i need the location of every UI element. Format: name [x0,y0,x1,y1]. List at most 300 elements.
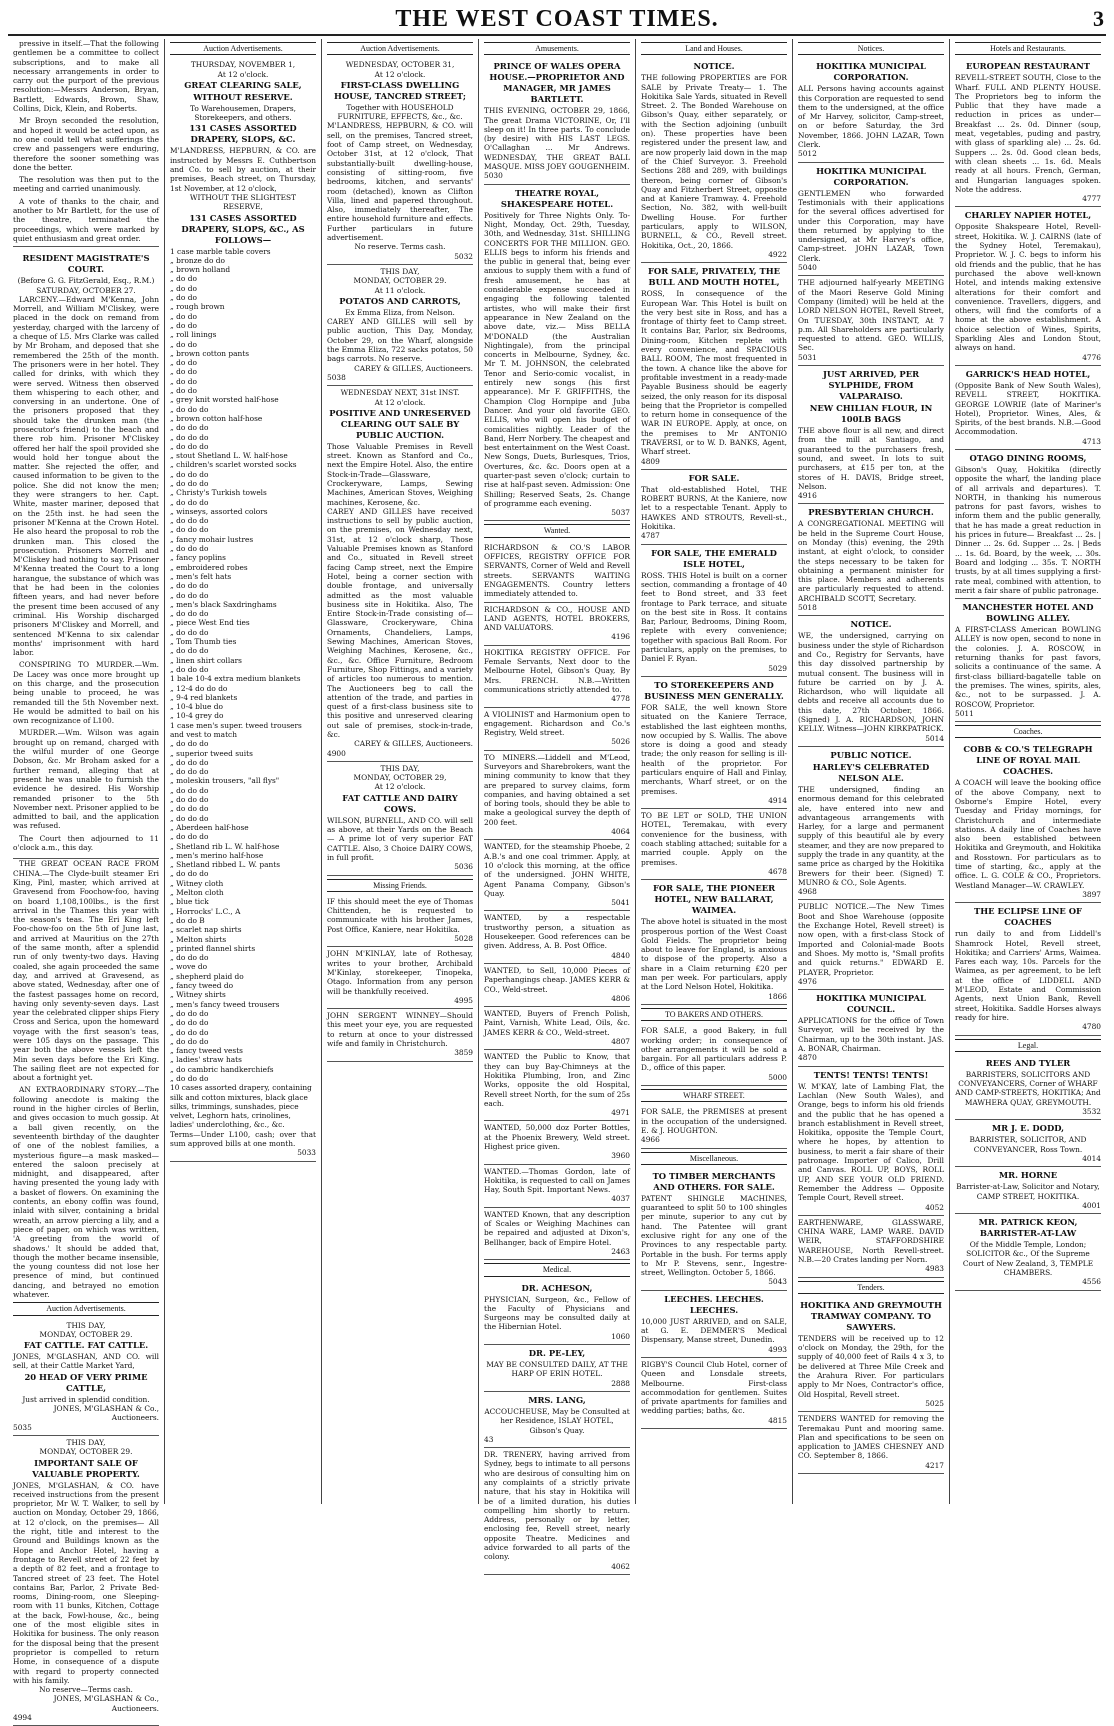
ad-heading: FOR SALE, THE PIONEER HOTEL, NEW BALLARAT, WAIMEA. [652,883,776,916]
list-item: „ fancy tweed do [170,981,234,991]
ad-fat-cattle [13,1319,159,1436]
ad-body: BARRISTERS, SOLICITORS AND CONVEYANCERS, Corner of WHARF AND CAMP-STREETS, HOKITIKA; And MAWHERA QUAY, GREYMOUTH. [955,1069,1101,1107]
ad-body: W. M'KAY, late of Lambing Flat, the Lachlan (New South Wales), and Orange, begs to inform his old friends and the public that he has opened a branch establishment in Revell street, Hokitika, opposite the Temple Court, where he hopes, by attention to business, to merit a fair share of their patronage. Importer of Calico, Drill and Canvas. ROLL UP, BOYS, ROLL UP, AND SEE YOUR OLD FRIEND. Remember the Address — Opposite Temple Court, Revell street. [798,1081,944,1203]
ad-body: CAREY AND GILLES have received instructions to sell by public auction, on the premises, on Wednesday next, 31st, at 12 o'clock sharp, Those Valuable Premises known as Stanford and Co., situated in Revell street facing Camp street, next the Empire Hotel, being a corner section with double frontage, and universally admitted as the most valuable business site in Hokitika. Also, The Entire Stock-in-Trade consisting of— Glassware, Crockeryware, China Ornaments, Chandeliers, Lamps, Sewing Machines, American Stoves, Weighing Machines, Kerosene, &c., &c., &c. Office Furniture, Bedroom Furniture, Shop Fittings, and a variety of articles too numerous to mention. The Auctioneers beg to call the attention of the trade, and parties in quest of a first-class business site to this positive and unreserved clearing out sale of premises, stock-in-trade, &c. [327,506,473,739]
ad-body: APPLICATIONS for the office of Town Surveyor, will be received by the Chairman, up to the 30th instant. JAS. A. BONAR, Chairman. [798,1016,944,1054]
ad-wanted [484,603,630,646]
court-paragraph: MURDER.—Wm. Wilson was again brought up on remand, charged with the wilful murder of one George Dobson, &c. Mr Broham asked for a further remand, alleging that at present he was unable to furnish the evidence he desired. His Worship remanded prisoner to the 5th November next. Prisoner applied to be admitted to bail, and the application was refused. [13,728,159,831]
list-item: „ do do [170,274,197,284]
list-item: „ piece West End ties [170,618,250,628]
ad-body: WANTED, for the steamship Phoebe, 2 A.B.'s and one coal trimmer. Apply, at 10 o'clock this morning, at the office of the undersigned. JOHN WHITE, Agent Panama Company, Gibson's Quay. [484,842,630,898]
list-item: „ men's merino half-hose [170,850,264,860]
section-heading: Auction Advertisements. [327,42,473,55]
ad-wanted [484,911,630,963]
ad-leeches [641,1291,787,1358]
column-3 [322,39,479,1504]
ad-number: 3960 [611,1151,630,1161]
ad-cobb-coaches [955,741,1101,903]
list-item: 1 bale 10-4 extra medium blankets [170,674,301,684]
ad-number: 1866 [768,991,787,1001]
ad-body: The above hotel is situated in the most prosperous portion of the West Coast Gold Fields. The proprietor being about to leave for England, is anxious to dispose of the property. Also a share in a Claim returning £20 per man per week. For particulars, apply at the Lord Nelson Hotel, Hokitika. [641,917,787,992]
ad-time: At 11 o'clock. [374,285,426,295]
column-6 [793,39,950,1504]
ad-body: THIS EVENING, OCTOBER 29, 1866, The great Drama VICTORINE, Or, I'll sleep on it! In three parts. To conclude (by desire) with HIS LAST LEGS. O'Callaghan ... Mr Andrews. WEDNESDAY, THE GREAT BALL MASQUE. MISS JOEY GOUGENHEIM. [484,106,630,172]
ad-day: THIS DAY, [66,1320,106,1330]
ad-heading: FAT CATTLE AND DAIRY COWS. [342,792,458,814]
list-item: „ do do do [170,739,209,749]
ad-body: BARRISTER, SOLICITOR, AND CONVEYANCER, Ross Town. [969,1135,1087,1154]
list-item: „ brown cotton half-hose [170,413,263,423]
ad-garricks-head [955,366,1101,450]
ad-rees-tyler [955,1055,1101,1120]
list-item: „ Shetland ribbed L. W. pants [170,860,281,870]
ad-heading: 20 HEAD OF VERY PRIME CATTLE, [24,1371,148,1393]
ad-body: FOR SALE, the PREMISES at present in the occupation of the undersigned. E. & J. HOUGHTON. [641,1107,787,1135]
ad-body: (Opposite Bank of New South Wales), REVELL STREET, HOKITIKA. GEORGE LOWRIE (late of Mariner's Hotel), Proprietor. Wines, Ales, & Spirits, of the best brands. N.B.—Good Accommodation. [955,380,1101,437]
ad-number: 5036 [454,862,473,872]
ad-partnership-notice [798,616,944,747]
ad-number: 5014 [925,733,944,743]
ad-number: 4052 [925,1202,944,1212]
ad-number: 4840 [611,950,630,960]
ad-body: DR. TRENERY, having arrived from Sydney, begs to intimate to all persons who are desirous of consulting him on any complaints of a strictly private nature, that his stay in Hokitika will be of a limited duration, his duties compelling him shortly to return. Address, personally or by letter, enclosing fee, Revell street, nearly opposite Theatre. Medicines and advice forwarded to all parts of the colony. [484,1450,630,1562]
ad-heading: PRINCE OF WALES OPERA HOUSE.—PROPRIETOR AND MANAGER, MR JAMES BARTLETT. [489,61,625,105]
ad-body: RIGBY'S Council Club Hotel, corner of Queen and Lonsdale streets, Melbourne. First-class accommodation for gentlemen. Suites of private apartments for families and wedding parties; baths, &c. [641,1359,787,1416]
ad-potatoes [327,265,473,386]
ad-heading: POSITIVE AND UNRESERVED CLEARING OUT SALE BY PUBLIC AUCTION. [329,407,471,440]
ad-body: MAY BE CONSULTED DAILY, AT THE HARP OF ERIN HOTEL. [486,1360,628,1379]
ad-time: At 12 o'clock. [374,397,426,407]
ad-number: 4037 [611,1194,630,1204]
list-item: 1 case marble table covers [170,246,271,256]
list-item: „ Melton cloth [170,888,224,898]
section-heading: Legal. [955,1039,1101,1052]
ad-number: 5030 [484,171,503,181]
ad-heading: THE ECLIPSE LINE OF COACHES [974,906,1082,928]
ad-wanted [484,1050,630,1121]
section-heading: WHARF STREET. [641,1089,787,1102]
ad-subheading: Together with HOUSEHOLD FURNITURE, EFFECTS, &c., &c. [337,102,463,122]
ad-body: RICHARDSON & CO., HOUSE AND LAND AGENTS, HOTEL BROKERS, AND VALUATORS. [484,604,630,633]
list-item: „ do do [170,293,197,303]
ad-number: 4556 [1082,1277,1101,1287]
ad-earthenware [798,1216,944,1278]
ad-date: MONDAY, OCTOBER 29. [39,1329,133,1339]
ad-body: JOHN SERGENT WINNEY—Should this meet your eye, you are requested to return at once to your distressed wife and family in Christchurch. [327,1011,473,1049]
section-heading: Tenders. [798,1281,944,1294]
ad-number: 4976 [798,976,817,986]
ad-number: 4217 [925,1460,944,1470]
newspaper-title: THE WEST COAST TIMES. [395,6,719,32]
list-item: „ do do do [170,516,209,526]
ad-heading: JUST ARRIVED, PER SYLPHIDE, FROM VALPARAISO. [822,369,920,402]
ad-prince-of-wales [484,58,630,184]
wanted-list [484,541,630,1260]
ad-number: 4966 [641,1135,660,1145]
list-item: „ do do [170,386,197,396]
ad-number: 4922 [768,249,787,259]
ad-body: ALL Persons having accounts against this Corporation are requested to send them to the undersigned, at the office of Mr Harvey, solicitor, Camp-street, on or before Saturday, the 3rd November, 1866. JOHN LAZAR, Town Clerk. [798,84,944,150]
list-item: „ do do [170,283,197,293]
list-item: „ do do do [170,441,209,451]
ad-missing [327,895,473,947]
list-item: „ brown holland [170,265,231,275]
ad-heading: 131 CASES ASSORTED DRAPERY, SLOPS, &C. [189,123,297,145]
list-item: „ do do do [170,590,209,600]
ad-body: A FIRST-CLASS American BOWLING ALLEY is now open, second to none in the colonies. J. A. ROSCOW, in returning thanks for past favors, solicits a continuance of the same. A first-class billiard-bagatelle table on the premises. The wines, spirits, ales, &c., not to be surpassed. J. A. ROSCOW, Proprietor. [955,625,1101,709]
ad-number: 3532 [1082,1107,1101,1117]
column-5 [636,39,793,1504]
ad-theatre-royal [484,185,630,522]
list-item: „ do do do [170,627,209,637]
ad-number: 4064 [611,827,630,837]
ad-tramway [798,1297,944,1412]
ad-number: 4870 [798,1053,817,1063]
ad-body: ROSS. THIS Hotel is built on a corner section, commanding a frontage of 40 feet to Bond street, and 33 feet frontage to Park terrace, and situate on the best site in Ross. It contains Bar, Parlour, Bedrooms, Dining Room, replete with every convenience; together with spacious Ball Room. For particulars, apply on the premises, to Daniel F. Ryan. [641,570,787,664]
ad-heading: WITHOUT RESERVE. [193,91,293,102]
list-item: „ Aberdeen half-hose [170,822,249,832]
list-item: „ blue tick [170,897,209,907]
ad-body: TO MINERS.—Liddell and M'Leod, Surveyors and Sharebrokers, want the mining community to know that they are prepared to survey claims, form companies, and having obtained a set of boring tools, should they be able to make a geological survey the depth of 200 feet. [484,752,630,827]
list-item: „ do do do [170,497,209,507]
ad-number: 4014 [1082,1153,1101,1163]
ad-heading: LEECHES. LEECHES. LEECHES. [664,1293,764,1315]
ad-terms: Terms—Under L100, cash; over that sum approved bills at one month. [170,1129,316,1149]
ad-day: THIS DAY, [66,1437,106,1447]
ad-number: 4780 [1082,1022,1101,1032]
ad-number: 5043 [768,1277,787,1287]
article-paragraph: Mr Broyn seconded the resolution, and hoped it would be acted upon, as no one could tell what sufferings the crew and passengers were enduring, therefore the sooner something was done the better. [13,116,159,172]
ad-presbyterian [798,504,944,616]
ad-body: WE, the undersigned, carrying on business under the style of Richardson and Co., Registry for Servants, have this day dissolved partnership by mutual consent. The business will in future be carried on by J. A. Richardson, who will liquidate all debts and receive all accounts due to this date, 27th October, 1866. (Signed) J. A. RICHARDSON, JOHN KELLY. Witness—JOHN KIRKPATRICK. [798,631,944,734]
ad-number: 4778 [611,694,630,704]
ad-body: Barrister-at-Law, Solicitor and Notary, CAMP STREET, HOKITIKA. [956,1182,1100,1201]
list-item: „ printed flannel shirts [170,943,256,953]
ad-number: 5032 [454,251,473,261]
newspaper-page [8,4,1106,1722]
ad-municipal-council [798,990,944,1066]
ad-chilian-flour [798,366,944,504]
ad-signature: JONES, M'GLASHAN & Co., Auctioneers. [53,1404,159,1423]
ad-wanted [484,1007,630,1050]
section-heading: Auction Advertisements. [13,1302,159,1315]
ad-heading: COBB & CO.'S TELEGRAPH LINE OF ROYAL MAIL COACHES. [963,744,1093,777]
ad-heading: IMPORTANT SALE OF VALUABLE PROPERTY. [32,1457,140,1479]
ad-body: JONES, M'GLASHAN, & CO. have received instructions from the present proprietor, Mr W. T. Walker, to sell by auction on Monday, October 29, 1866, at 12 o'clock, on the premises— All the right, title and interest to the Ground and Buildings known as the Hope and Anchor Hotel, having a frontage to Revell street of 22 feet by a depth of 82 feet, and a frontage to Tancred street of 23 feet. The Hotel contains Bar, Parlor, 2 Private Bed-rooms, Dining-room, one Sleeping-room with 11 bunks, Kitchen, Cottage at the back, Fowl-house, &c., being one of the most eligible sites in Hokitika for business. The only reason for the disposal being that the present proprietor is compelled to return Home, in consequence of a dispute with regard to property connected with his family. [13,1480,159,1685]
ad-body: run daily to and from Liddell's Shamrock Hotel, Revell street, Hokitika; and Carriers' Arms, Waimea. Fares each way, 10s. Parcels for the Waimea, as per agreement, to be left at the office of LIDDELL AND M'LEOD, Estate and Commission Agents, next Union Bank, Revell street, Hokitika. Saddle Horses always ready for hire. [955,929,1101,1022]
list-item: „ Witney cloth [170,878,224,888]
list-item: „ do do do [170,785,209,795]
list-item: „ embroidered robes [170,562,248,572]
ad-number: 4787 [641,531,660,541]
ad-heading: HOKITIKA MUNICIPAL CORPORATION. [816,61,926,83]
list-item: „ fancy tweed vests [170,1046,243,1056]
ad-body: PHYSICIAN, Surgeon, &c., Fellow of the Faculty of Physicians and Surgeons may be consulted daily at the Hibernian Hotel. [484,1294,630,1332]
list-item: „ Tom Thumb ties [170,637,237,647]
ad-body: Positively for Three Nights Only. To-Night, Monday, Oct. 29th, Tuesday, 30th, and Wednesday, 31st. SHILLING CONCERTS FOR THE MILLION. GEO. ELLIS begs to inform his friends and the public in general that, being ever anxious to supply them with a fund of fresh amusement, he has at considerable expense succeeded in engaging the following talented artistes, who will make their first appearance in New Zealand on the above date, viz.— Miss BELLA M'DONALD (the Australian Nightingale), from the principal concerts in Melbourne, Sydney, &c. Mr T. M. JOHNSON, the celebrated Tenor and Serio-comic vocalist, in entirely new songs (his first appearance). Mr F. GRIFFITHS, the Champion Clog Hornpipe and Juba Dancer. And your old favorite GEO. ELLIS, who will open his budget of comicalities nightly. Leader of the Band, Herr Norbery. The cheapest and best entertainment on the West Coast. New Songs, Duets, Burlesques, Trios, Overtures, &c. &c. Doors open at a quarter-past seven o'clock; curtain to rise at half-past seven. Admission: One Shilling; Reserved Seats, 2s. Change of programme each evening. [484,210,630,508]
section-heading: Auction Advertisements. [170,42,316,55]
court-heading: RESIDENT MAGISTRATE'S COURT. [22,253,150,275]
column-2 [165,39,322,1504]
ad-dairy-cows [327,762,473,876]
ad-number: 4806 [611,993,630,1003]
ad-emerald-isle [641,545,787,677]
ad-clearing-sale [170,58,316,1161]
ad-body: RICHARDSON & CO.'S LABOR OFFICES, REGISTRY OFFICE FOR SERVANTS, Corner of Weld and Revell streets. SERVANTS WAITING ENGAGEMENTS. Country letters immediately attended to. [484,542,630,599]
ad-wanted [484,964,630,1007]
ad-number: 4815 [768,1415,787,1425]
ad-day: THIS DAY, [380,266,420,276]
article-paragraph: A vote of thanks to the chair, and another to Mr Bartlett, for the use of the theatre, terminated the proceedings, which were marked by quiet enthusiasm and great order. [13,196,159,243]
ad-number: 5018 [798,603,817,613]
list-item: „ do do do [170,869,209,879]
ad-dwelling-house [327,58,473,265]
ad-body: THE above flour is all new, and direct from the mill at Santiago, and guaranteed to the purchasers fresh, sound, and sweet. In lots to suit purchasers, at £15 per ton, at the stores of H. DAVIS, Bridge street, Nelson. [798,426,944,491]
ad-number: 5011 [955,708,974,718]
ad-missing [327,947,473,1009]
list-item: „ 10-4 blue do [170,702,223,712]
list-item: „ bronze do do [170,255,225,265]
ad-maori-reserve [798,276,944,366]
list-item: „ superior tweed suits [170,748,253,758]
list-item: „ Horrocks' L.C., A [170,906,241,916]
ad-time: At 12 o'clock. [374,69,426,79]
ad-body: A CONGREGATIONAL MEETING will be held in the Supreme Court House, on Monday (this) evening, the 29th instant, at eight o'clock, to consider the steps necessary to be taken for obtaining a permanent minister for this place. Members and adherents are particularly requested to attend. ARCHIBALD SCOTT, Secretary. [798,519,944,603]
ad-number: 5035 [13,1422,32,1432]
list-item: „ 10-4 grey do [170,711,224,721]
ad-heading: NEW CHILIAN FLOUR, IN 100LB BAGS [809,403,933,425]
ad-robert-burns [641,470,787,545]
ad-missing [327,1009,473,1061]
ad-body: WANTED the Public to Know, that they can buy Bay-Chimneys at the Hokitika Plumbing, Iron, and Zinc Works, opposite the old Hospital, Revell street North, for the sum of 25s each. [484,1052,630,1108]
ad-heading: PUBLIC NOTICE. [830,749,912,760]
ad-number: 4713 [1082,436,1101,446]
ad-body: A VIOLINIST and Harmonium open to engagement. Richardson and Co.'s Registry, Weld street. [484,709,630,738]
list-item: „ do do do [170,469,209,479]
list-item: „ Witney shirts [170,990,226,1000]
ad-date: THURSDAY, NOVEMBER 1, [190,60,296,70]
ad-heading: GREAT CLEARING SALE, [184,79,302,90]
ad-boot-warehouse [798,900,944,990]
ad-reserve: WITHOUT THE SLIGHTEST RESERVE, [189,192,297,212]
ad-heading: MR. HORNE [998,1170,1058,1181]
list-item: „ do do [170,367,197,377]
ad-number: 5037 [611,508,630,518]
ad-body: 10,000 JUST ARRIVED, and on SALE, at G. E. DEMMER'S Medical Dispensary, Manse street, Dunedin. [641,1316,787,1345]
ad-otago-dining [955,450,1101,599]
ad-body: TENDERS WANTED for removing the Teremakau Punt and mooring same. Plan and specifications to be seen on application to JAMES CHESNEY AND CO. September 8, 1866. [798,1414,944,1461]
ad-rigby [641,1358,787,1429]
court-paragraph: CONSPIRING TO MURDER.—Wm. De Lacey was once more brought up on this charge, and the prosecution being unable to proceed, he was remanded till the 5th November next. He would be admitted to bail on his own recognizance of L100. [13,660,159,726]
list-item: „ wove do [170,962,208,972]
ad-body: JONES, M'GLASHAN, AND CO. will sell, at their Cattle Market Yard, [13,1352,159,1371]
list-item: „ do do do [170,795,209,805]
ad-number: 2463 [611,1246,630,1256]
ad-wanted [484,840,630,911]
ad-heading: NOTICE. [850,619,892,630]
list-item: „ Shetland rib L. W. half-hose [170,841,280,851]
ad-lang [484,1392,630,1448]
ad-number: 4776 [1082,352,1101,362]
list-item: „ do do do [170,1008,209,1018]
section-heading: Wanted. [484,524,630,537]
list-item: „ do do B [170,915,205,925]
ad-date: MONDAY, OCTOBER 29, [353,773,447,783]
ad-number: 5025 [925,1398,944,1408]
list-item: „ shepherd plaid do [170,971,244,981]
section-heading: Hotels and Restaurants. [955,42,1101,55]
ad-body: THE undersigned, finding an enormous demand for this celebrated ale, have entered into new and advantageous arrangements with Harley, for a large and permanent supply of this beautiful ale by every steamer, and they are now prepared to supply the trade in any quantity, at the same price as charged by the Hokitika Brewers for their beer. (Signed) T. MUNRO & CO., Sole Agents. [798,784,944,887]
list-item: „ fancy mohair lustres [170,534,254,544]
ad-pioneer-hotel [641,880,787,1005]
list-item: „ linen shirt collars [170,655,242,665]
ad-body: WANTED, Buyers of French Polish, Paint, Varnish, White Lead, Oils, &c. JAMES KERR & CO., Weld-street. [484,1009,630,1037]
ad-punt [798,1412,944,1474]
list-item: „ 9-4 red blankets [170,692,238,702]
ad-bull-and-mouth [641,263,787,470]
ad-heading: TO STOREKEEPERS AND BUSINESS MEN GENERALLY. [644,679,784,701]
ad-body: M'LANDRESS, HEPBURN, & CO. will sell, on the premises, Tancred street, foot of Camp street, on Wednesday, October 31st, at 12 o'clock, That substantially-built dwelling-house, consisting of sitting-room, five bedrooms, kitchen, and servants' room (detached), known as Clifton Villa, lined and papered throughout. Also, immediately thereafter, The entire household furniture and effects. Further particulars in future advertisement. [327,121,473,243]
ad-body: M'LANDRESS, HEPBURN, & CO. are instructed by Messrs E. Cuthbertson and Co. to sell by auction, at their premises, Beach street, on Thursday, 1st November, at 12 o'clock, [170,146,316,193]
ad-heading: EUROPEAN RESTAURANT [965,61,1090,72]
list-item: „ men's felt hats [170,571,232,581]
ad-number: 2888 [611,1378,630,1388]
ad-heading: GARRICK'S HEAD HOTEL, [965,368,1091,379]
list-item: „ do do do [170,404,209,414]
section-heading: Coaches. [955,725,1101,738]
ad-body: FOR SALE, a good Bakery, in full working order; in consequence of other arrangements it will be sold a bargain. For all particulars address P. D., office of this paper. [641,1026,787,1073]
ad-number: 4916 [798,491,817,501]
ad-wanted [484,646,630,708]
ad-date: WEDNESDAY, OCTOBER 31, [345,60,455,70]
ad-number: 5031 [798,352,817,362]
item-list [170,247,316,1130]
list-item: „ Christy's Turkish towels [170,488,267,498]
list-item: „ do do [170,320,197,330]
list-item: 1 case men's super. tweed trousers and vest to match [170,720,302,739]
ad-number: 5029 [768,663,787,673]
ad-body: PUBLIC NOTICE.—The New Times Boot and Shoe Warehouse (opposite the Exchange Hotel, Revell street) is now open, with a first-class Stock of Imported and Colonial-made Boots and Shoes. My motto is, "Small profits and quick returns." EDWARD E. PLAYER, Proprietor. [798,902,944,977]
ad-number: 4001 [1082,1200,1101,1210]
ad-number: 5038 [327,372,346,382]
ad-nelson-ale [798,747,944,901]
ad-number: 4914 [768,795,787,805]
ad-bowling-alley [955,599,1101,722]
ad-body: IF this should meet the eye of Thomas Chittenden, he is requested to communicate with his brother James, Post Office, Kaniere, near Hokitika. [327,896,473,934]
ad-horne [955,1167,1101,1214]
ad-body: Gibson's Quay, Hokitika (directly opposite the wharf, the landing place of all arrivals and departures). T. NORTH, in thanking his numerous patrons for past favors, wishes to inform them and the public generally, that he has made a great reduction in his prices in future— Breakfast ... 2s. | Dinner ... 2s. 6d. Supper ... 2s. | Beds ... 1s. 6d. Board, by the week, ... 30s. Board and lodging ... 35s. T. NORTH trusts, by at all times supplying a first-rate meal, combined with attention, to merit a fair share of public patronage. [955,464,1101,595]
list-item: „ stout Shetland L. W. half-hose [170,451,288,461]
list-item: „ do do [170,376,197,386]
ad-wanted [484,1208,630,1260]
ad-heading: PRESBYTERIAN CHURCH. [808,507,934,518]
section-heading: TO BAKERS AND OTHERS. [641,1008,787,1021]
ad-heading: TO TIMBER MERCHANTS AND OTHERS. FOR SALE. [652,1170,776,1192]
list-item: „ do do do [170,581,209,591]
ad-body: FOR SALE, the well known Store situated on the Kaniere Terrace, established the last eighteen months, now occupied by S. Wallis. The above store is doing a good and steady trade; the only reason for selling is ill-health of the proprietor. For particulars enquire of Hall and Finlay, merchants, Wharf street, or on the premises. [641,702,787,796]
ad-signature: CAREY & GILLES, Auctioneers. [354,363,473,373]
ad-heading: HARLEY'S CELEBRATED NELSON ALE. [812,761,930,783]
list-item: „ do do do [170,646,209,656]
ad-body: WILSON, BURNELL, AND CO. will sell as above, at their Yards on the Beach— A prime lot of very superior FAT CATTLE. Also, 3 Choice DAIRY COWS, in full profit. [327,815,473,862]
section-heading: Missing Friends. [327,879,473,892]
ad-time: At 12 o'clock. [374,782,426,792]
section-heading: Medical. [484,1263,630,1276]
ad-wanted [484,1165,630,1208]
ad-dodd [955,1120,1101,1167]
ad-number: 4807 [611,1037,630,1047]
list-item: „ do do do [170,832,209,842]
list-item: „ Melton shirts [170,934,227,944]
list-item: „ scarlet nap shirts [170,925,242,935]
ad-body: CAREY AND GILLES will sell by public auction, This Day, Monday, October 29, on the Wharf, alongside the Emma Eliza, 722 sacks potatos, 50 bags carrots. No reserve. [327,317,473,364]
list-item: „ 12-4 do do do [170,683,228,693]
ad-time: At 12 o'clock. [217,69,269,79]
ad-number: 4968 [798,887,817,897]
ad-municipal-accounts [798,58,944,162]
ad-heading: MR J. E. DODD, [991,1123,1065,1134]
page-number: 3 [1093,6,1104,31]
ad-body: Just arrived in splendid condition. [22,1394,150,1404]
masthead [8,4,1106,36]
list-item: „ children's scarlet worsted socks [170,460,297,470]
ad-keon [955,1214,1101,1290]
ad-number: 5040 [798,263,817,273]
ad-body: Opposite Shakspeare Hotel, Revell-street, Hokitika. W. J. CAIRNS (late of the Sydney Hotel, Teremakau), Proprietor. W. J. C. begs to inform his old friends and the public, that he has purchased the above well-known Hotel, and intends making extensive alterations for their comfort and convenience. Travellers, diggers, and others, will find the comforts of a home at the above establishment. A choice selection of Wines, Spirits, Sparkling Ales and London Stout, always on hand. [955,222,1101,353]
ad-number: 4983 [925,1264,944,1274]
ad-clearing-out [327,386,473,762]
list-item: „ do do do [170,544,209,554]
list-item: 10 cases assorted drapery, containing silk and cotton mixtures, black glace silks, trimmings, sunshades, piece velvet, Leghorn hats, crinolines, ladies' underclothing, &c., &c. [170,1083,312,1130]
ad-heading: FAT CATTLE. FAT CATTLE. [23,1340,149,1351]
ad-number: 3897 [1082,889,1101,899]
list-item: „ roll linings [170,330,217,340]
ad-body: That old-established Hotel, THE ROBERT BURNS, At the Kaniere, now let to a respectable Tenant. Apply to HAWKES AND STROUTS, Revell-st., Hokitika. [641,484,787,532]
list-item: „ do do do [170,757,209,767]
list-item: „ do do do [170,525,209,535]
section-heading: Notices. [798,42,944,55]
divider [13,246,159,247]
ad-european-restaurant [955,58,1101,207]
list-item: „ ladies' straw hats [170,1055,242,1065]
ad-union-hotel [641,809,787,880]
list-item: „ do do do [170,1018,209,1028]
list-item: „ men's black Saxdringhams [170,599,277,609]
list-item: „ do do do [170,609,209,619]
list-item: „ do do do [170,1027,209,1037]
ad-body: PATENT SHINGLE MACHINES, guaranteed to split 50 to 100 shingles per minute, superior to any cut by hand. The Patentee will grant exclusive right for any one of the Provinces to any respectable party. Portable in the bush. For terms apply to Mr P. Stevens, senr., Ingestre-street, Wellington. October 5, 1866. [641,1193,787,1278]
list-item: „ do do do [170,1073,209,1083]
list-item: „ do do do [170,432,209,442]
ad-number: 4993 [768,1344,787,1354]
ad-heading: FOR SALE. [688,472,740,483]
court-report [13,250,159,859]
ad-signature: JONES, M'GLASHAN & Co., Auctioneers. [53,1694,159,1713]
ad-peley [484,1345,630,1392]
ad-heading: THEATRE ROYAL, SHAKESPEARE HOTEL. [500,187,614,209]
ad-body: TENDERS will be received up to 12 o'clock on Monday, the 29th, for the supply of 40,000 feet of Rails 4 x 3, to be delivered at Three Mile Creek and the Arahura River. For particulars apply to Mr Noes, Contractor's office, Old Hospital, Revell street. [798,1333,944,1399]
ad-body: ACCOUCHEUSE, May be Consulted at her Residence, ISLAY HOTEL, Gibson's Quay. [484,1406,630,1435]
ad-body: Those Valuable Premises in Revell street. Known as Stanford and Co., next the Empire Hotel. Also, the entire Stock-in-Trade—Glassware, Crockeryware, Lamps, Sewing Machines, American Stoves, Weighing machines, Kerosene, &c. [327,441,473,507]
ad-body: HOKITIKA REGISTRY OFFICE. For Female Servants, Next door to the Melbourne Hotel, Gibson's Quay, By Mrs. FRENCH. N.B.—Written communications strictly attended to. [484,647,630,694]
ad-valuable-property [13,1436,159,1726]
list-item: „ grey knit worsted half-hose [170,395,279,405]
ad-heading: FOR SALE, THE EMERALD ISLE HOTEL, [651,547,777,569]
ad-number: 1060 [611,1331,630,1341]
ad-terms: No reserve. Terms cash. [354,242,446,252]
ad-bakery [641,1024,787,1086]
ad-heading: HOKITIKA MUNICIPAL COUNCIL. [816,993,926,1015]
